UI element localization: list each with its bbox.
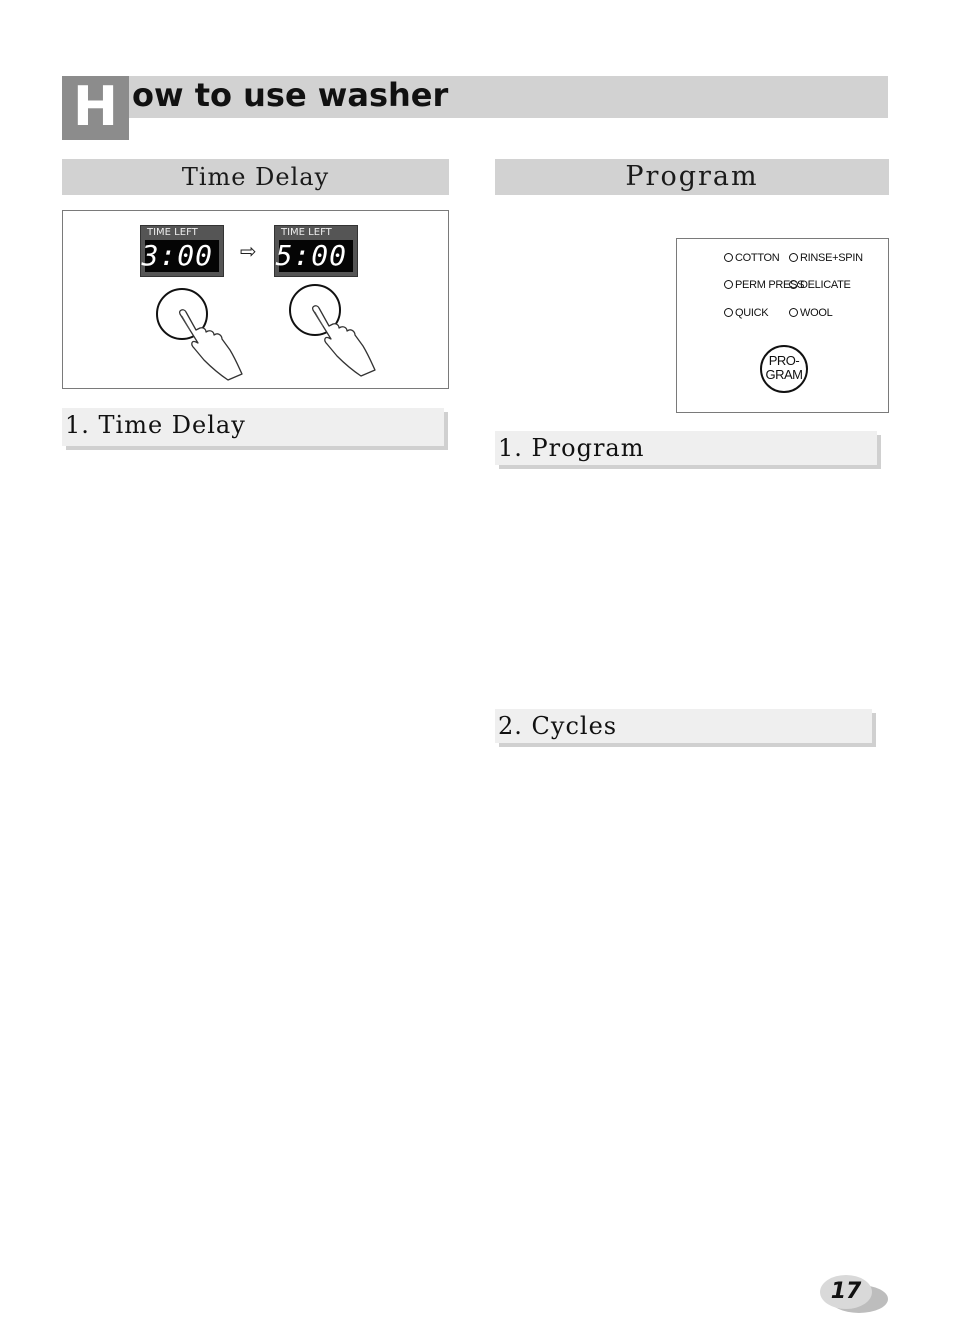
page-title: ow to use washer <box>132 76 449 114</box>
program-option-perm-press: PERM PRESS <box>724 279 804 291</box>
display-value: 3:00 <box>141 239 213 272</box>
header-initial-letter: H <box>72 75 119 138</box>
time-left-display-after <box>274 225 358 277</box>
page-number: 17 <box>830 1279 862 1304</box>
time-left-display-before <box>140 225 224 277</box>
hand-press-icon <box>283 282 383 382</box>
display-value: 5:00 <box>275 239 347 272</box>
display-label: TIME LEFT <box>281 227 332 238</box>
radio-indicator-icon <box>789 280 798 289</box>
display-label: TIME LEFT <box>147 227 198 238</box>
step-header-time-delay <box>62 408 444 446</box>
program-button <box>760 345 808 393</box>
program-button-line2: GRAM <box>765 367 803 382</box>
hand-press-icon <box>150 282 250 382</box>
step-label: 1. Program <box>495 431 877 465</box>
program-option-quick: QUICK <box>724 307 768 319</box>
program-option-delicate: DELICATE <box>789 279 851 291</box>
radio-indicator-icon <box>724 253 733 262</box>
section-title-time-delay: Time Delay <box>62 159 449 195</box>
program-button-line1: PRO- <box>768 353 800 368</box>
arrow-right-icon: ⇨ <box>240 239 257 263</box>
step-label: 1. Time Delay <box>62 408 444 446</box>
display-screen <box>275 239 353 272</box>
display-screen <box>141 239 219 272</box>
time-delay-illustration <box>62 210 449 389</box>
step-label: 2. Cycles <box>495 709 872 743</box>
step-header-program <box>495 431 877 465</box>
radio-indicator-icon <box>789 253 798 262</box>
section-title-program: Program <box>495 159 889 195</box>
program-option-rinse-spin: RINSE+SPIN <box>789 252 863 264</box>
program-option-cotton: COTTON <box>724 252 779 264</box>
step-header-cycles <box>495 709 872 743</box>
radio-indicator-icon <box>789 308 798 317</box>
radio-indicator-icon <box>724 308 733 317</box>
program-option-wool: WOOL <box>789 307 832 319</box>
radio-indicator-icon <box>724 280 733 289</box>
